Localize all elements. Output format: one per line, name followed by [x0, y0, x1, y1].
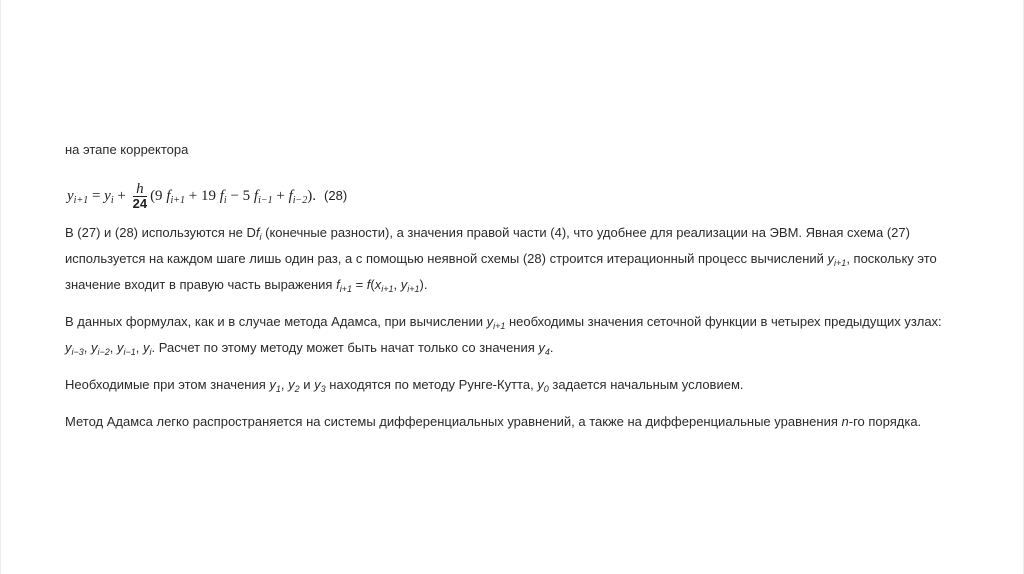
p1-var-y: y	[827, 251, 835, 266]
formula-lhs-sub: i+1	[73, 194, 89, 206]
formula-t4: +	[272, 187, 289, 204]
p3-sep: ,	[280, 377, 289, 392]
p1-sub-y: i+1	[834, 258, 847, 268]
p2-var-y1: y	[117, 340, 124, 355]
formula-f4-sub: i−2	[292, 194, 308, 206]
p4-text-a: Метод Адамса легко распространяется на системы дифференциальных уравнений, а также на дифференциальные уравнения	[65, 414, 842, 429]
paragraph-4	[65, 411, 965, 432]
p1-text-b: (конечные разности), а значения правой части (4), что удобнее для реализации на ЭВМ. Явная схема (27) используется на каждом шаге лишь один раз, а с помощью неявной схемы (28) строится итерационный процесс вычислений	[65, 225, 910, 266]
formula-f4: f	[288, 187, 293, 204]
p2-text-a: В данных формулах, как и в случае метода Адамса, при вычислении	[65, 314, 487, 329]
p3-sub-3: 3	[320, 384, 326, 394]
p2-var-y: y	[486, 314, 494, 329]
formula-t3: − 5	[226, 187, 254, 204]
p2-text-c: . Расчет по этому методу может быть начат только со значения	[151, 340, 539, 355]
p2-sub-y2: i−2	[97, 347, 110, 357]
p3-sub-0: 0	[543, 384, 549, 394]
p1-sub-f2: i+1	[339, 284, 352, 294]
intro-text: на этапе корректора	[65, 142, 189, 157]
paragraph-2	[65, 311, 965, 363]
paragraph-1	[65, 222, 965, 300]
document-content	[65, 139, 965, 432]
formula-eq: =	[88, 187, 105, 204]
p3-var-y1: y	[269, 377, 276, 392]
p2-sub-y4: 4	[544, 347, 550, 357]
formula-row	[67, 182, 347, 211]
p1-text-f: ,	[393, 277, 401, 292]
formula-f2-sub: i	[223, 194, 227, 206]
p3-sub-2: 2	[294, 384, 300, 394]
p2-var-y3: y	[65, 340, 72, 355]
p2-sep1: ,	[83, 340, 91, 355]
formula-t2: + 19	[185, 187, 220, 204]
formula-f3-sub: i−1	[258, 194, 273, 206]
p2-sub-y0: i	[149, 347, 152, 357]
p4-var-n: n	[841, 414, 849, 429]
p2-text-d: .	[549, 340, 554, 355]
formula-close: ).	[307, 187, 317, 204]
p1-text-a: В (27) и (28) используются не D	[65, 225, 256, 240]
p2-text-b: необходимы значения сеточной функции в четырех предыдущих узлах:	[505, 314, 942, 329]
p3-var-y3: y	[314, 377, 321, 392]
equation-number: (28)	[324, 187, 348, 203]
p1-var-x: x	[374, 277, 382, 292]
p1-text-e: (	[370, 277, 375, 292]
formula-open: (9	[150, 187, 167, 204]
p3-var-y2: y	[288, 377, 295, 392]
p4-text-b: -го порядка.	[848, 414, 922, 429]
p2-var-y4: y	[538, 340, 545, 355]
formula-lhs: y	[67, 187, 74, 204]
paragraph-3	[65, 374, 965, 400]
p1-text-g: ).	[419, 277, 428, 292]
p3-and: и	[299, 377, 315, 392]
p2-var-y0: y	[143, 340, 150, 355]
formula-y: y	[104, 187, 111, 204]
p1-var-f2: f	[336, 277, 340, 292]
fraction-numerator: h	[133, 182, 147, 197]
p1-sub-x: i+1	[381, 284, 394, 294]
p3-var-y0: y	[537, 377, 544, 392]
p1-var-f: f	[255, 225, 260, 240]
formula-plus: +	[113, 187, 130, 204]
p2-sub-y: i+1	[493, 321, 506, 331]
formula-f3: f	[253, 187, 259, 204]
fraction-denominator: 24	[132, 196, 148, 211]
p1-var-y2: y	[400, 277, 408, 292]
p1-text-d: =	[351, 277, 367, 292]
p3-text-b: находятся по методу Рунге-Кутта,	[325, 377, 538, 392]
formula-y-sub: i	[110, 194, 114, 206]
p1-var-f3: f	[366, 277, 371, 292]
formula-f2: f	[219, 187, 224, 204]
p2-sep3: ,	[135, 340, 143, 355]
p1-text-c: , поскольку это значение входит в правую часть выражения	[65, 251, 937, 292]
p2-sub-y3: i−3	[71, 347, 84, 357]
p2-sub-y1: i−1	[123, 347, 136, 357]
formula-f1-sub: i+1	[170, 194, 186, 206]
p3-text-a: Необходимые при этом значения	[65, 377, 270, 392]
formula-fraction	[133, 182, 147, 211]
p1-sub-y2: i+1	[407, 284, 420, 294]
corrector-formula	[65, 170, 965, 212]
p1-sub-i: i	[259, 232, 262, 242]
p2-var-y2: y	[91, 340, 98, 355]
formula-f1: f	[166, 187, 171, 204]
p3-sub-1: 1	[275, 384, 281, 394]
p3-text-c: задается начальным условием.	[548, 377, 744, 392]
p2-sep2: ,	[109, 340, 117, 355]
